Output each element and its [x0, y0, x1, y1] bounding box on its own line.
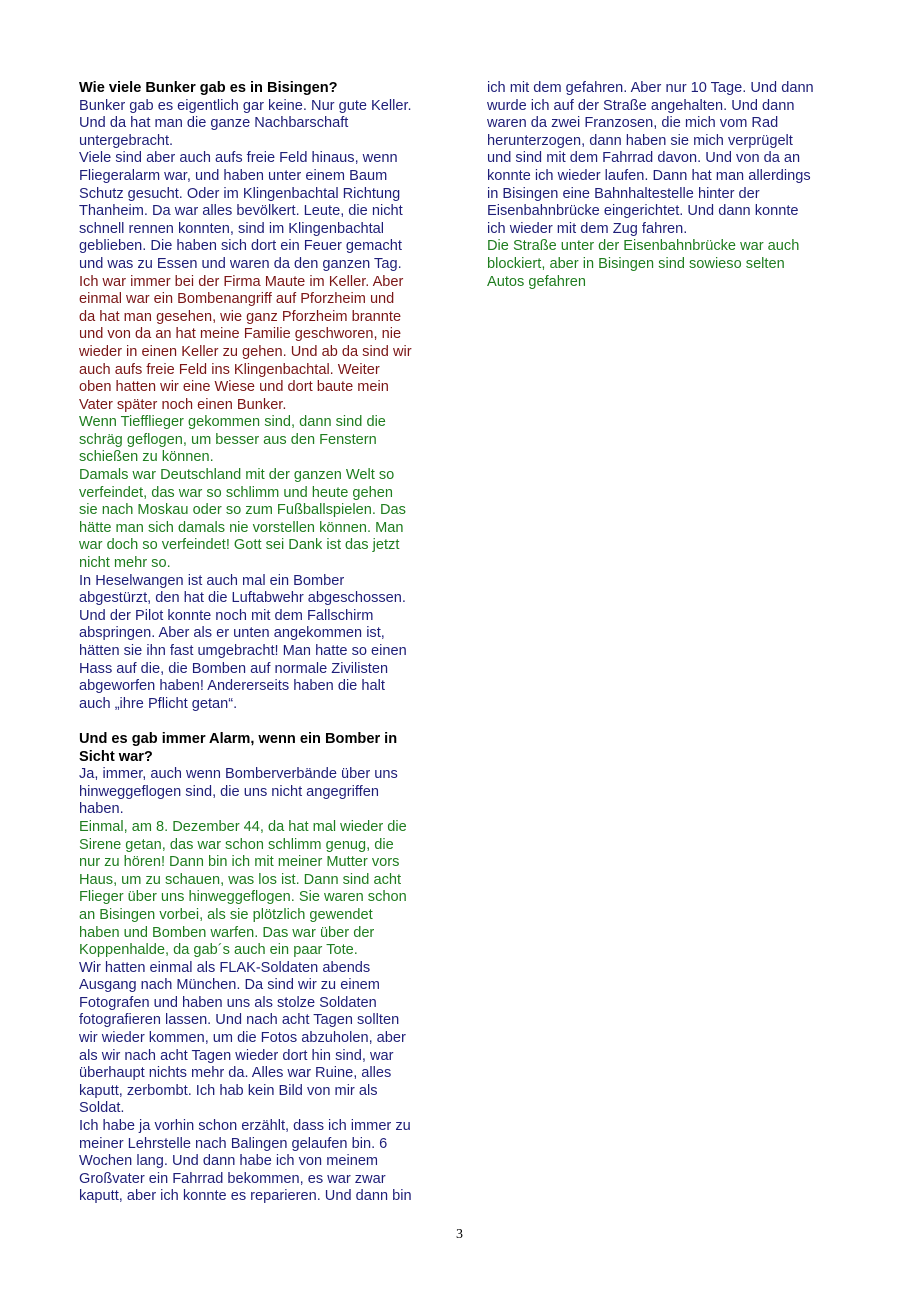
text-line: da hat man gesehen, wie ganz Pforzheim brannte: [79, 308, 402, 325]
text-line: einmal war ein Bombenangriff auf Pforzheim und: [79, 291, 395, 308]
left-text-column: [79, 80, 435, 1206]
text-line: überhaupt nichts mehr da. Alles war Ruine, alles: [79, 1065, 392, 1082]
text-line: hinweggeflogen sind, die uns nicht angegriffen: [79, 783, 379, 800]
text-line: und was zu Essen und waren da den ganzen Tag.: [79, 255, 402, 272]
text-line: In Heselwangen ist auch mal ein Bomber: [79, 572, 345, 589]
text-line: wurde ich auf der Straße angehalten. Und dann: [487, 97, 795, 114]
text-line: geblieben. Die haben sich dort ein Feuer gemacht: [79, 238, 402, 255]
text-line: Wochen lang. Und dann habe ich von meinem: [79, 1153, 379, 1170]
text-line: wieder in einen Keller zu gehen. Und ab da sind wir: [79, 343, 412, 360]
text-line: war doch so verfeindet! Gott sei Dank ist das jetzt: [79, 537, 400, 554]
text-line: wir wieder kommen, um die Fotos abzuholen, aber: [79, 1030, 406, 1047]
text-line: Hass auf die, die Bomben auf normale Zivilisten: [79, 660, 389, 677]
text-line: Ich habe ja vorhin schon erzählt, dass ich immer zu: [79, 1118, 411, 1135]
text-line: in Bisingen eine Bahnhaltestelle hinter der: [487, 185, 760, 202]
text-line: Wir hatten einmal als FLAK-Soldaten abends: [79, 959, 371, 976]
text-line: Vater später noch einen Bunker.: [79, 396, 287, 413]
text-line: kaputt, zerbombt. Ich hab kein Bild von mir als: [79, 1082, 378, 1099]
text-line: konnte ich wieder laufen. Dann hat man allerdings: [487, 167, 811, 184]
text-line: haben.: [79, 801, 124, 818]
text-line: blockiert, aber in Bisingen sind sowieso selten: [487, 255, 785, 272]
text-line: hätten sie ihn fast umgebracht! Man hatte so einen: [79, 643, 407, 659]
text-line: Ja, immer, auch wenn Bomberverbände über uns: [79, 766, 398, 783]
text-line: Damals war Deutschland mit der ganzen Welt so: [79, 467, 395, 484]
text-line: und von da an hat meine Familie geschworen, nie: [79, 326, 402, 343]
text-line: schräg geflogen, um besser aus den Fenstern: [79, 431, 377, 448]
page-number: 3: [456, 1227, 463, 1242]
right-text-column: [487, 80, 843, 291]
text-line: Bunker gab es eigentlich gar keine. Nur gute Keller.: [79, 97, 412, 114]
question-heading-line: Und es gab immer Alarm, wenn ein Bomber in: [79, 730, 398, 747]
text-line: Soldat.: [79, 1100, 125, 1117]
text-line: abgeworfen haben! Andererseits haben die halt: [79, 678, 385, 695]
text-line: Ich war immer bei der Firma Maute im Keller. Aber: [79, 273, 404, 290]
text-line: herunterzogen, dann haben sie mich verprügelt: [487, 132, 793, 149]
text-line: schnell rennen konnten, sind im Klingenbachtal: [79, 220, 385, 237]
question-heading-line: Wie viele Bunker gab es in Bisingen?: [79, 80, 338, 96]
text-line: abgestürzt, den hat die Luftabwehr abgeschossen.: [79, 590, 406, 607]
text-line: Einmal, am 8. Dezember 44, da hat mal wieder die: [79, 818, 407, 835]
text-line: hätte man sich damals nie vorstellen können. Man: [79, 519, 404, 536]
text-line: nur zu hören! Dann bin ich mit meiner Mutter vors: [79, 854, 400, 871]
text-line: Sirene getan, das war schon schlimm genug, die: [79, 836, 394, 853]
text-line: ich mit dem gefahren. Aber nur 10 Tage. Und dann: [487, 80, 814, 96]
text-line: Koppenhalde, da gab´s auch ein paar Tote.: [79, 942, 358, 959]
text-line: Die Straße unter der Eisenbahnbrücke war auch: [487, 238, 800, 255]
text-line: als wir nach acht Tagen wieder dort hin sind, war: [79, 1047, 394, 1064]
text-line: Großvater ein Fahrrad bekommen, es war zwar: [79, 1170, 386, 1187]
text-line: Fotografen und haben uns als stolze Soldaten: [79, 994, 377, 1011]
text-line: Thanheim. Da war alles bevölkert. Leute, die nicht: [79, 203, 403, 220]
text-line: waren da zwei Franzosen, die mich vom Rad: [487, 115, 779, 132]
text-line: Flieger über uns hinweggeflogen. Sie waren schon: [79, 889, 407, 906]
text-line: auch „ihre Pflicht getan“.: [79, 695, 238, 712]
text-line: Fliegeralarm war, und haben unter einem Baum: [79, 167, 388, 184]
text-line: meiner Lehrstelle nach Balingen gelaufen bin. 6: [79, 1135, 388, 1152]
text-line: Ausgang nach München. Da sind wir zu einem: [79, 977, 380, 994]
text-line: kaputt, aber ich konnte es reparieren. Und dann bin: [79, 1188, 412, 1205]
text-line: Viele sind aber auch aufs freie Feld hinaus, wenn: [79, 150, 398, 167]
text-line: Und da hat man die ganze Nachbarschaft: [79, 115, 349, 132]
text-line: und sind mit dem Fahrrad davon. Und von da an: [487, 150, 801, 167]
paragraph-spacer: [79, 713, 435, 731]
text-line: auch aufs freie Feld ins Klingenbachtal. Weiter: [79, 361, 380, 378]
text-line: abspringen. Aber als er unten angekommen ist,: [79, 625, 385, 642]
text-line: Schutz gesucht. Oder im Klingenbachtal Richtung: [79, 185, 401, 202]
text-line: Autos gefahren: [487, 273, 586, 290]
text-line: Und der Pilot konnte noch mit dem Fallschirm: [79, 607, 374, 624]
text-line: oben hatten wir eine Wiese und dort baute mein: [79, 379, 389, 396]
text-line: schießen zu können.: [79, 449, 214, 466]
question-heading-line: Sicht war?: [79, 748, 153, 765]
text-line: Wenn Tiefflieger gekommen sind, dann sind die: [79, 414, 386, 431]
text-line: Haus, um zu schauen, was los ist. Dann sind acht: [79, 871, 402, 888]
text-line: fotografieren lassen. Und nach acht Tagen sollten: [79, 1012, 400, 1029]
text-line: Eisenbahnbrücke eingerichtet. Und dann konnte: [487, 203, 799, 220]
text-line: sie nach Moskau oder so zum Fußballspielen. Das: [79, 502, 406, 519]
text-line: untergebracht.: [79, 132, 174, 149]
text-line: haben und Bomben warfen. Das war über der: [79, 924, 375, 941]
text-line: ich wieder mit dem Zug fahren.: [487, 220, 688, 237]
text-line: an Bisingen vorbei, als sie plötzlich gewendet: [79, 906, 373, 923]
text-line: nicht mehr so.: [79, 555, 171, 572]
text-line: verfeindet, das war so schlimm und heute gehen: [79, 484, 393, 501]
